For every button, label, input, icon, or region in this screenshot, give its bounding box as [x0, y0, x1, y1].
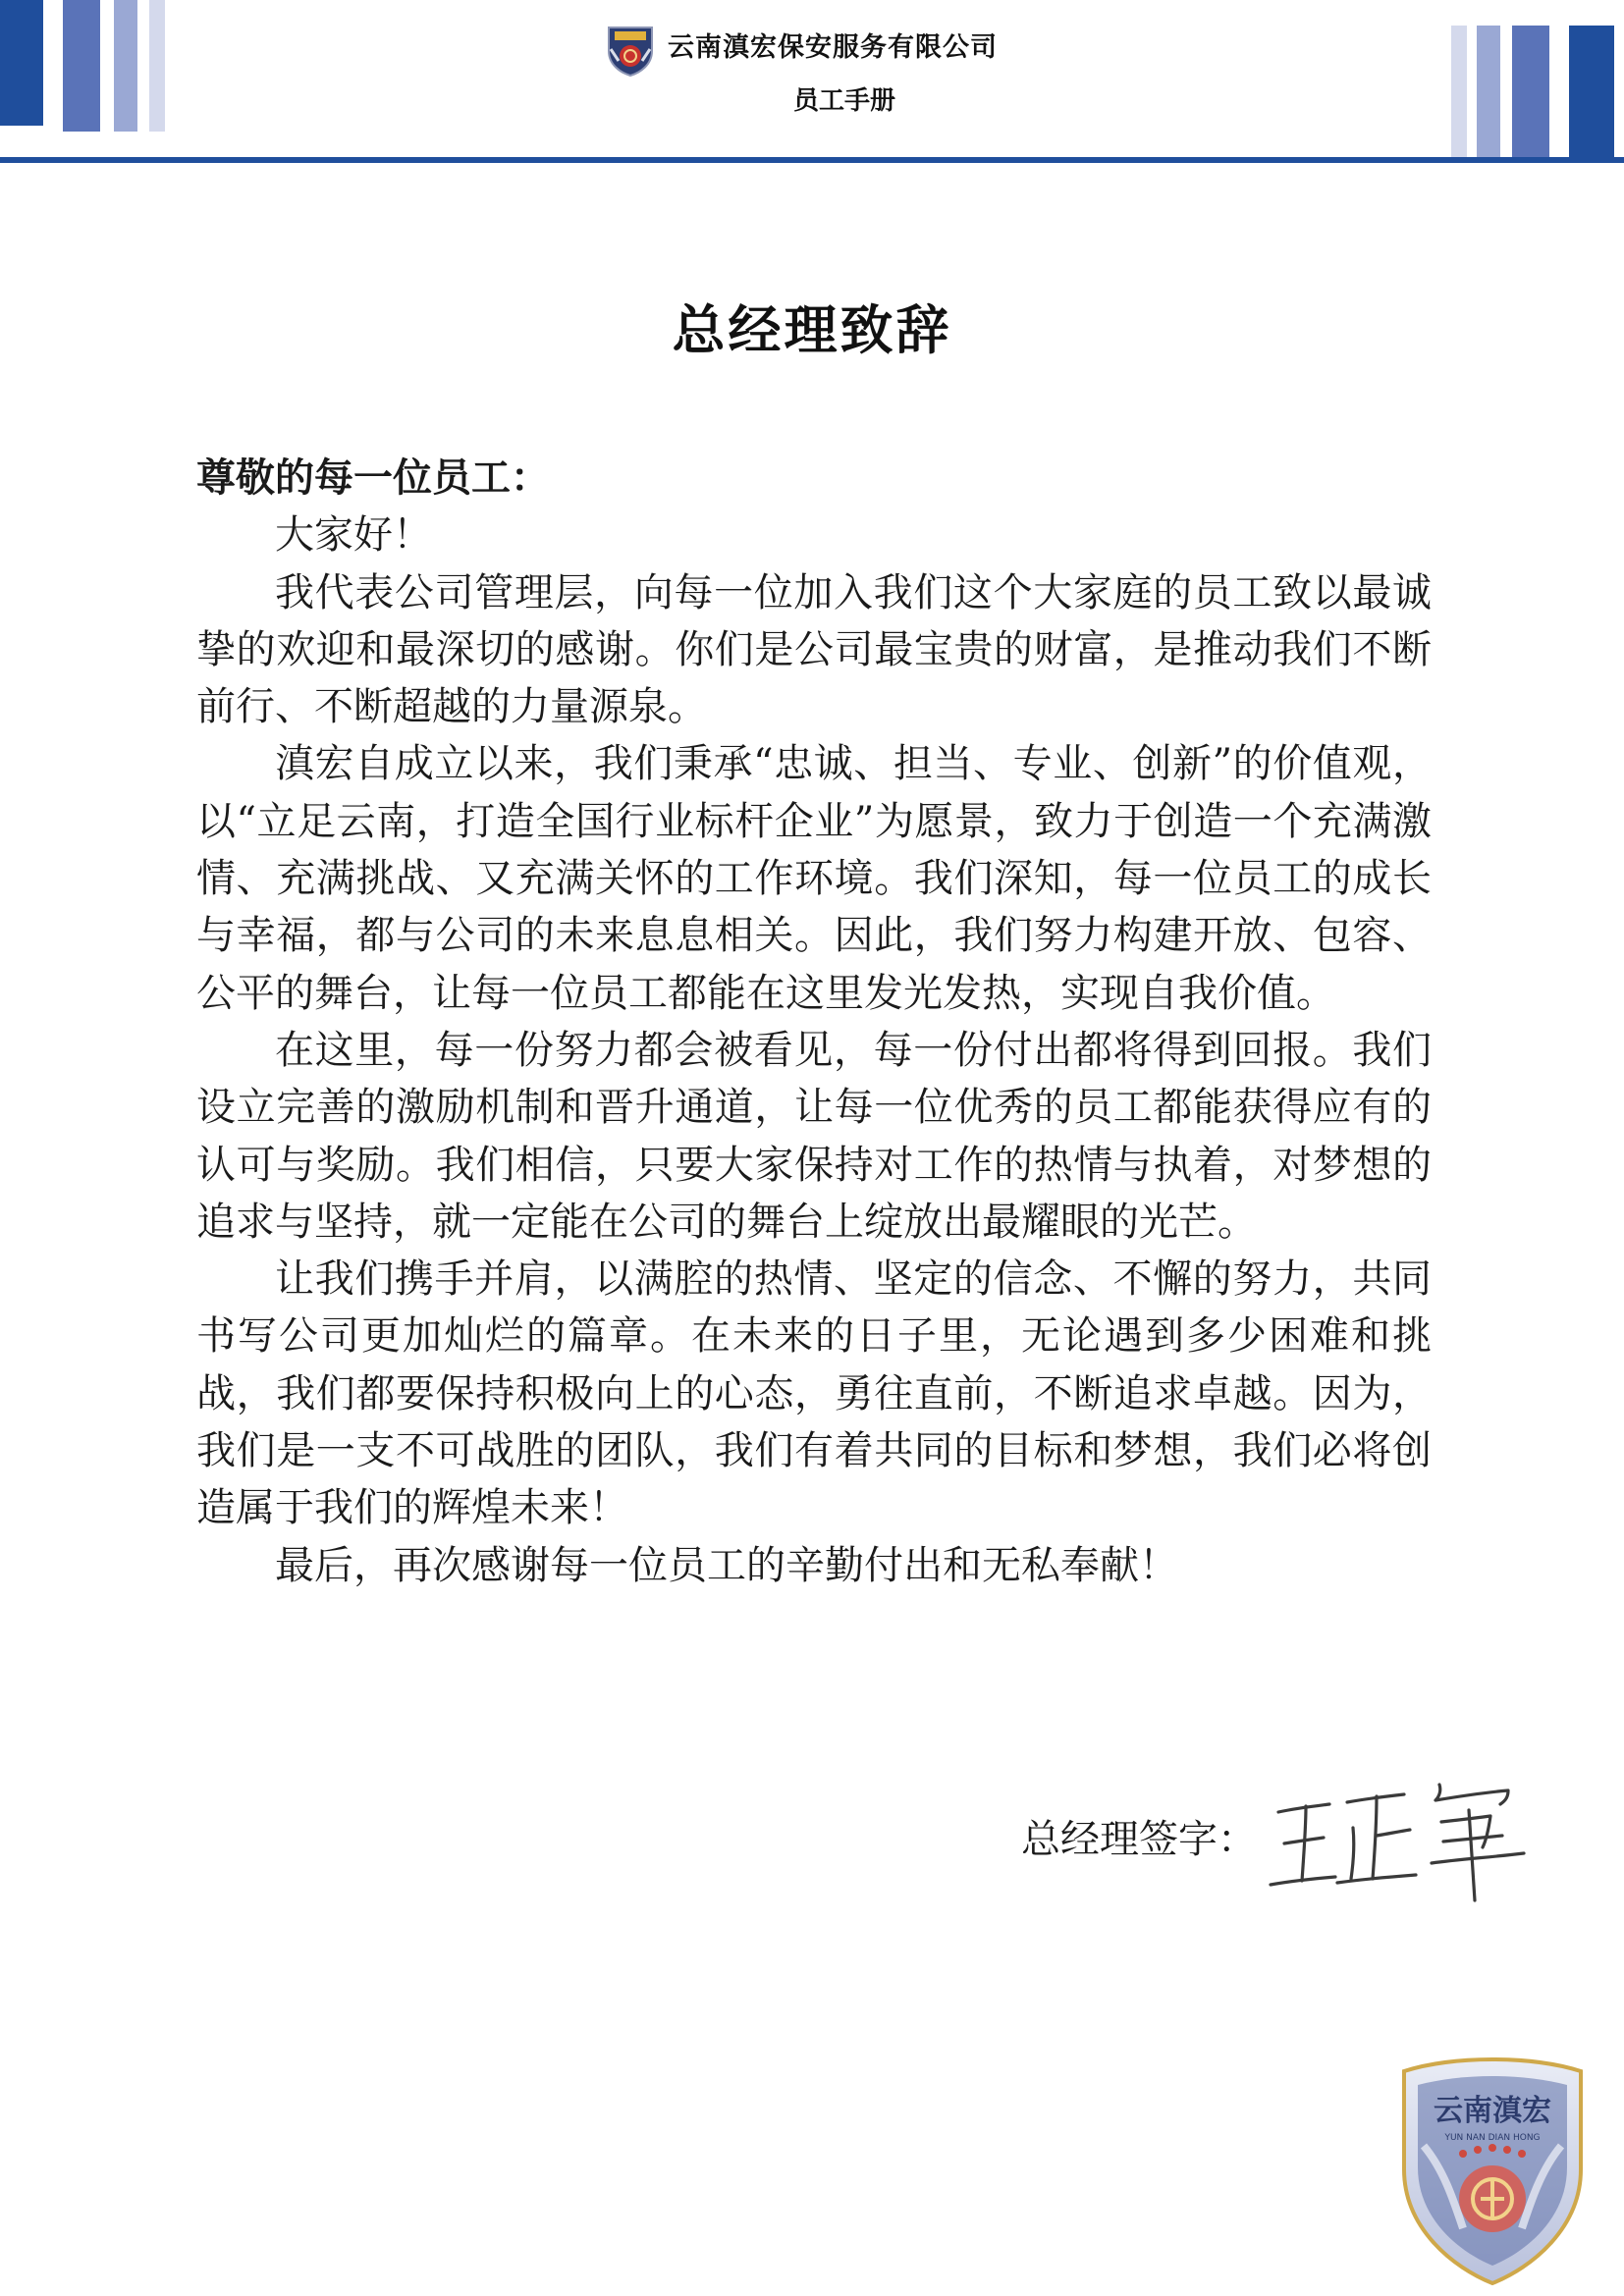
badge-text: 云南滇宏 [1434, 2094, 1551, 2128]
letter-paragraph: 大家好！ [275, 512, 432, 559]
company-logo-icon [605, 22, 656, 77]
header-bar-left-1 [0, 0, 43, 126]
header-bar-right-4 [1569, 26, 1614, 157]
letter-body [196, 450, 1432, 1594]
handwritten-signature [1267, 1767, 1532, 1904]
header-bar-left-2 [63, 0, 100, 132]
letter-salutation: 尊敬的每一位员工： [196, 455, 550, 501]
header-bar-right-3 [1512, 26, 1549, 157]
letter-paragraph: 让我们携手并肩，以满腔的热情、坚定的信念、不懈的努力，共同书写公司更加灿烂的篇章。在未来的日子里，无论遇到多少困难和挑战，我们都要保持积极向上的心态，勇往直前，不断追求卓越。因为，我们是一支不可战胜的团队，我们有着共同的目标和梦想，我们必将创造属于我们的辉煌未来！ [196, 1256, 1432, 1531]
header-divider [0, 157, 1624, 163]
letter-paragraph: 最后，再次感谢每一位员工的辛勤付出和无私奉献！ [275, 1542, 1178, 1588]
company-name: 云南滇宏保安服务有限公司 [668, 32, 998, 63]
letter-paragraph: 我代表公司管理层，向每一位加入我们这个大家庭的员工致以最诚挚的欢迎和最深切的感谢。你们是公司最宝贵的财富，是推动我们不断前行、不断超越的力量源泉。 [196, 569, 1432, 730]
letter-title: 总经理致辞 [672, 299, 952, 361]
letter-paragraph: 在这里，每一份努力都会被看见，每一份付出都将得到回报。我们设立完善的激励机制和晋升通道，让每一位优秀的员工都能获得应有的认可与奖励。我们相信，只要大家保持对工作的热情与执着，对梦想的追求与坚持，就一定能在公司的舞台上绽放出最耀眼的光芒。 [196, 1027, 1432, 1245]
badge-subtext: YUN NAN DIAN HONG [1444, 2133, 1541, 2143]
company-badge-logo [1394, 2052, 1591, 2287]
handbook-subtitle: 员工手册 [792, 86, 895, 116]
header-bar-left-4 [149, 0, 165, 132]
header-bar-right-2 [1477, 26, 1500, 157]
signature-label: 总经理签字： [1021, 1816, 1257, 1862]
header-bar-left-3 [114, 0, 137, 132]
header-bar-right-1 [1451, 26, 1467, 157]
letter-paragraph: 滇宏自成立以来，我们秉承“忠诚、担当、专业、创新”的价值观，以“立足云南，打造全国行业标杆企业”为愿景，致力于创造一个充满激情、充满挑战、又充满关怀的工作环境。我们深知，每一位员工的成长与幸福，都与公司的未来息息相关。因此，我们努力构建开放、包容、公平的舞台，让每一位员工都能在这里发光发热，实现自我价值。 [196, 741, 1432, 1016]
signature-row [1021, 1767, 1532, 1904]
